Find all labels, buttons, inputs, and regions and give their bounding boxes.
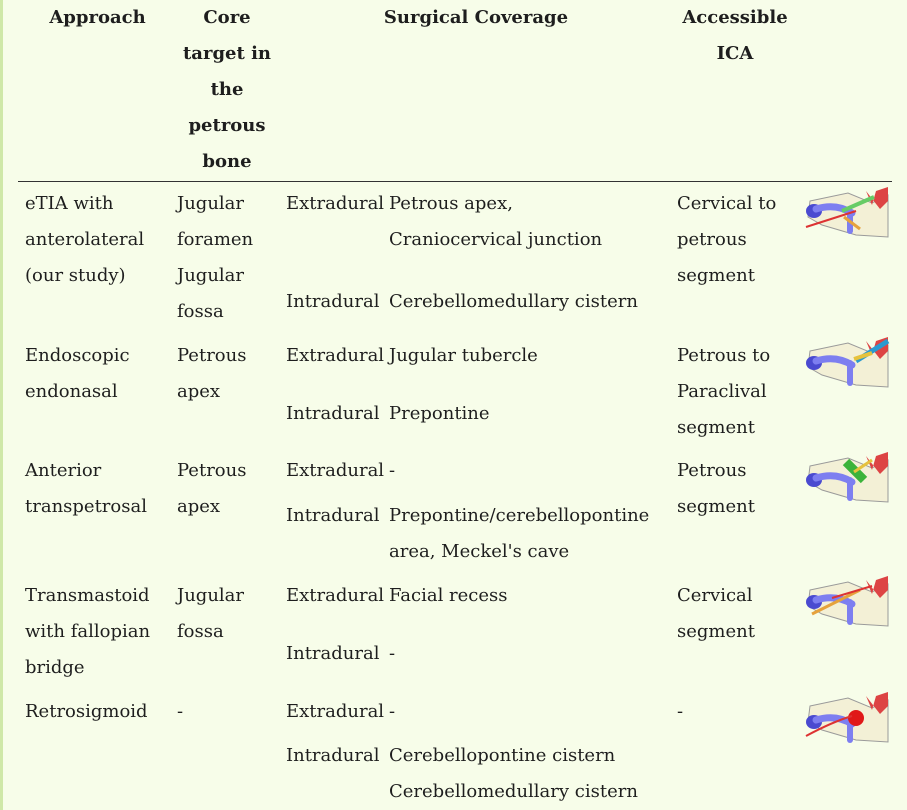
row-approach: Endoscopic endonasal <box>25 345 130 402</box>
row-extradural-label: Extradural <box>286 460 385 481</box>
row-core-target: Jugular fossa <box>177 585 245 642</box>
header-approach: Approach <box>49 7 146 28</box>
row-approach: Retrosigmoid <box>25 701 148 722</box>
header-surgical-coverage: Surgical Coverage <box>383 7 569 28</box>
row-intradural-label: Intradural <box>286 505 380 526</box>
row-accessible-ica: Cervical segment <box>677 585 755 642</box>
row-extradural-coverage: - <box>389 701 396 722</box>
row-core-target: - <box>177 701 184 722</box>
row-intradural-label: Intradural <box>286 291 380 312</box>
skull-base-diagram-icon <box>802 692 890 744</box>
row-core-target: Petrous apex <box>177 345 247 402</box>
skull-base-diagram-icon <box>802 187 890 239</box>
row-intradural-label: Intradural <box>286 745 380 766</box>
header-accessible-ica: Accessible ICA <box>682 7 788 64</box>
row-accessible-ica: - <box>677 701 684 722</box>
row-accessible-ica: Cervical to petrous segment <box>677 193 777 286</box>
row-intradural-coverage: Prepontine/cerebellopontine area, Meckel's cave <box>389 505 650 562</box>
row-extradural-coverage: Jugular tubercle <box>389 345 538 366</box>
page-left-border <box>0 0 3 810</box>
row-intradural-coverage: - <box>389 643 396 664</box>
row-intradural-label: Intradural <box>286 643 380 664</box>
header-core-target: Core target in the petrous bone <box>182 7 271 172</box>
skull-base-diagram-icon <box>802 576 890 628</box>
row-extradural-label: Extradural <box>286 701 385 722</box>
row-core-target: Petrous apex <box>177 460 247 517</box>
row-extradural-coverage: Facial recess <box>389 585 508 606</box>
row-extradural-coverage: - <box>389 460 396 481</box>
row-intradural-label: Intradural <box>286 403 380 424</box>
row-intradural-coverage: Cerebellomedullary cistern <box>389 291 638 312</box>
row-extradural-label: Extradural <box>286 585 385 606</box>
skull-base-diagram-icon <box>802 337 890 389</box>
header-divider <box>18 181 892 182</box>
row-intradural-coverage: Prepontine <box>389 403 490 424</box>
row-extradural-label: Extradural <box>286 193 385 214</box>
row-approach: Anterior transpetrosal <box>25 460 147 517</box>
row-approach: Transmastoid with fallopian bridge <box>25 585 151 678</box>
row-core-target: Jugular foramen Jugular fossa <box>177 193 254 322</box>
skull-base-diagram-icon <box>802 452 890 504</box>
row-accessible-ica: Petrous to Paraclival segment <box>677 345 771 438</box>
row-approach: eTIA with anterolateral (our study) <box>25 193 145 286</box>
row-extradural-label: Extradural <box>286 345 385 366</box>
row-accessible-ica: Petrous segment <box>677 460 755 517</box>
row-extradural-coverage: Petrous apex, Craniocervical junction <box>389 193 603 250</box>
row-intradural-coverage: Cerebellopontine cistern Cerebellomedullary cistern <box>389 745 638 802</box>
